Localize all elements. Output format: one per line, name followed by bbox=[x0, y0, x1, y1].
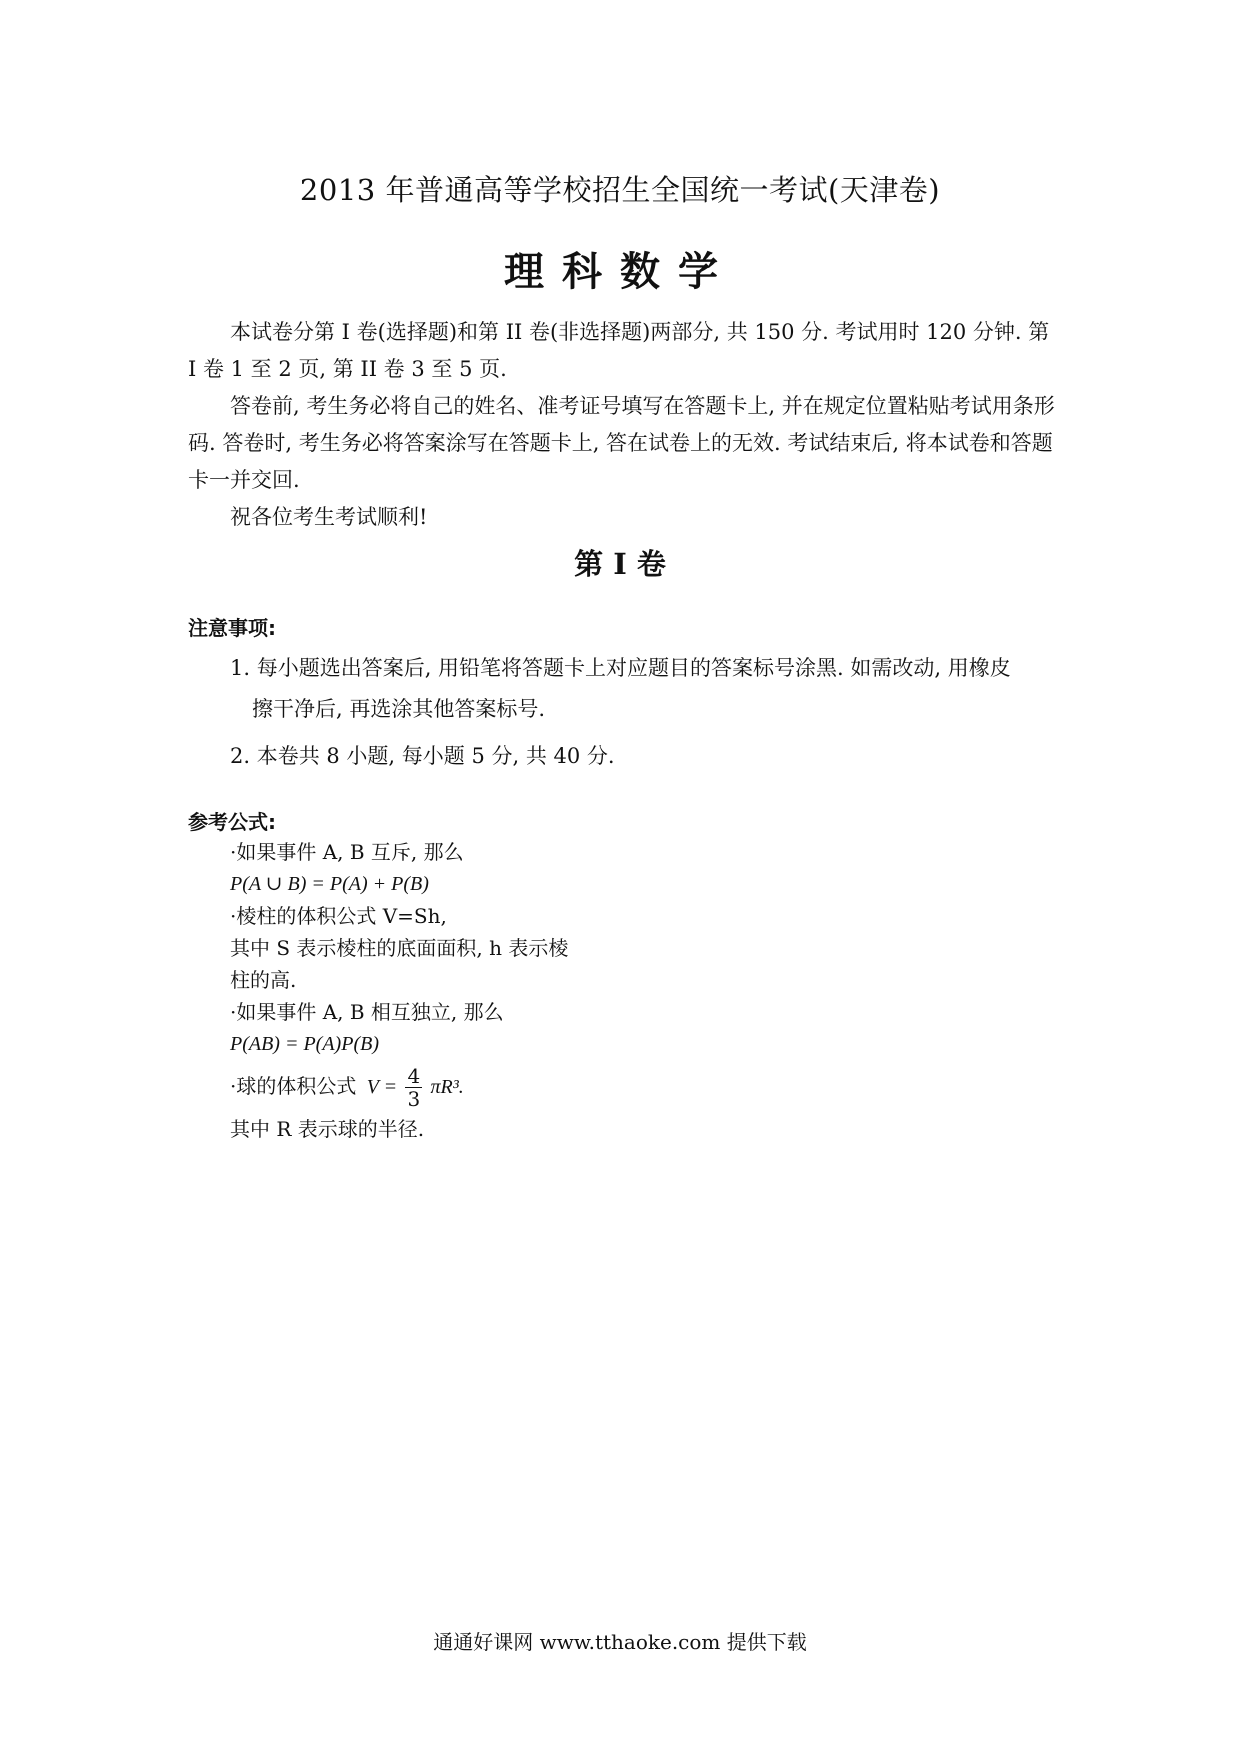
formula-prism-note: 其中 S 表示棱柱的底面面积, h 表示棱 bbox=[230, 936, 569, 960]
formula-indep: P(AB) = P(A)P(B) bbox=[230, 1033, 379, 1055]
intro-paragraph: 本试卷分第 I 卷(选择题)和第 II 卷(非选择题)两部分, 共 150 分. 考试用时 120 分钟. 第 I 卷 1 至 2 页, 第 II 卷 3 至 5 页. bbox=[188, 320, 1050, 381]
notice-list bbox=[230, 648, 1060, 783]
section-heading: 第 I 卷 bbox=[574, 547, 666, 581]
formula-indep-intro: ·如果事件 A, B 相互独立, 那么 bbox=[230, 1000, 504, 1024]
notice-item-line: 2. 本卷共 8 小题, 每小题 5 分, 共 40 分. bbox=[230, 744, 615, 768]
fraction-numerator: 4 bbox=[407, 1064, 421, 1088]
intro-section bbox=[188, 314, 1060, 536]
formula-sphere-rhs: πR³. bbox=[430, 1076, 464, 1098]
formula-sphere-lhs: V = bbox=[366, 1076, 398, 1098]
formula-prism-note: 柱的高. bbox=[230, 968, 297, 992]
notice-item-line: 1. 每小题选出答案后, 用铅笔将答题卡上对应题目的答案标号涂黑. 如需改动, 用橡皮 bbox=[230, 656, 1011, 680]
fraction-denominator: 3 bbox=[407, 1087, 421, 1111]
formula-label: 参考公式: bbox=[188, 810, 276, 834]
notice-item-line: 擦干净后, 再选涂其他答案标号. bbox=[252, 697, 546, 721]
formula-mutex-intro: ·如果事件 A, B 互斥, 那么 bbox=[230, 840, 464, 864]
formula-sphere bbox=[230, 1060, 650, 1113]
formula-sphere-intro: ·球的体积公式 bbox=[230, 1074, 357, 1098]
formula-sphere-note: 其中 R 表示球的半径. bbox=[230, 1117, 425, 1141]
footer-credit: 通通好课网 www.tthaoke.com 提供下载 bbox=[433, 1630, 807, 1654]
subject-title: 理科数学 bbox=[504, 249, 736, 295]
notice-label: 注意事项: bbox=[188, 616, 276, 640]
intro-paragraph: 答卷前, 考生务必将自己的姓名、准考证号填写在答题卡上, 并在规定位置粘贴考试用条形码. 答卷时, 考生务必将答案涂写在答题卡上, 答在试卷上的无效. 考试结束后, 将本试卷和答题卡一并交回. bbox=[188, 394, 1055, 492]
formula-list bbox=[230, 836, 650, 1145]
formula-sphere-fraction bbox=[405, 1065, 422, 1110]
formula-prism-intro: ·棱柱的体积公式 V=Sh, bbox=[230, 904, 447, 928]
notice-item bbox=[230, 648, 1060, 730]
intro-paragraph: 祝各位考生考试顺利! bbox=[230, 505, 428, 529]
notice-item bbox=[230, 736, 1060, 777]
formula-mutex: P(A ∪ B) = P(A) + P(B) bbox=[230, 873, 429, 895]
exam-title: 2013 年普通高等学校招生全国统一考试(天津卷) bbox=[299, 173, 941, 207]
